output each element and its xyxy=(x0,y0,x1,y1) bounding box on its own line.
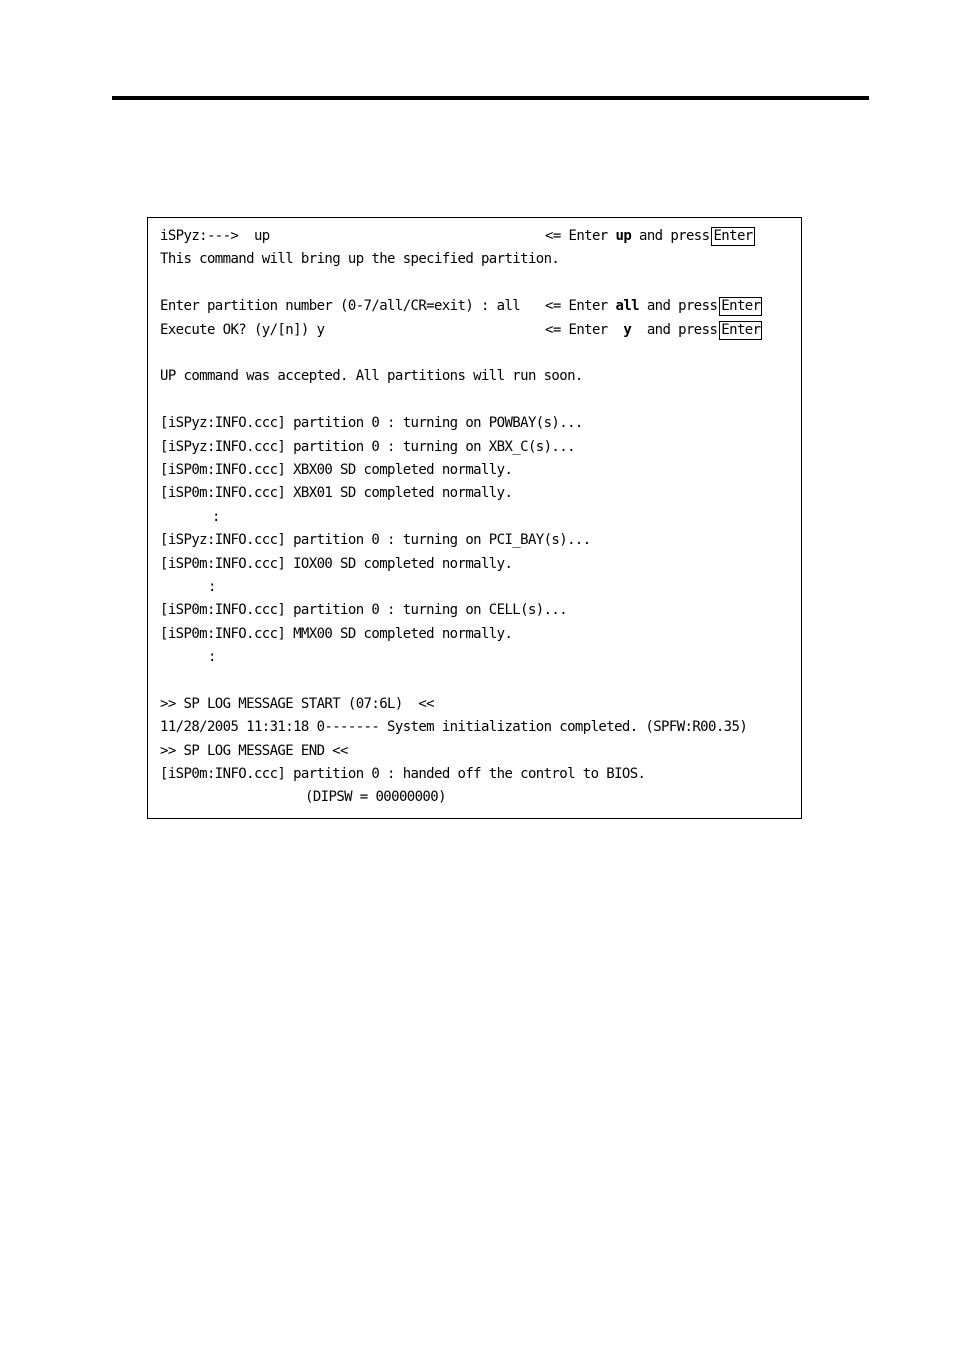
console-line: [iSP0m:INFO.ccc] partition 0 : turning on CELL(s)... xyxy=(160,602,568,618)
hint-keyword: up xyxy=(615,228,632,244)
console-line: [iSP0m:INFO.ccc] partition 0 : handed off the control to BIOS. xyxy=(160,766,646,782)
console-line: (DIPSW = 00000000) xyxy=(305,789,446,805)
ellipsis-marker: : xyxy=(212,509,220,525)
enter-key-icon: Enter xyxy=(721,298,761,314)
input-hint xyxy=(545,297,762,316)
console-line: [iSP0m:INFO.ccc] XBX01 SD completed normally. xyxy=(160,485,513,501)
enter-key-icon: Enter xyxy=(721,322,761,338)
console-output-box xyxy=(147,217,802,819)
header-rule xyxy=(112,96,869,100)
console-line: >> SP LOG MESSAGE END << xyxy=(160,743,348,759)
console-line: >> SP LOG MESSAGE START (07:6L) << xyxy=(160,696,435,712)
hint-suffix: and press xyxy=(646,322,718,338)
console-line: [iSP0m:INFO.ccc] IOX00 SD completed normally. xyxy=(160,556,513,572)
hint-keyword: all xyxy=(615,298,639,314)
hint-suffix: and press xyxy=(646,298,718,314)
console-line-prompt: iSPyz:---> up xyxy=(160,228,270,244)
console-line: Enter partition number (0-7/all/CR=exit) : all xyxy=(160,298,521,314)
console-line: 11/28/2005 11:31:18 0------- System initialization completed. (SPFW:R00.35) xyxy=(160,719,748,735)
hint-suffix: and press xyxy=(639,228,710,244)
console-line: [iSPyz:INFO.ccc] partition 0 : turning on XBX_C(s)... xyxy=(160,439,575,455)
ellipsis-marker: : xyxy=(208,579,216,595)
console-line: [iSPyz:INFO.ccc] partition 0 : turning on PCI_BAY(s)... xyxy=(160,532,591,548)
hint-prefix: <= Enter xyxy=(545,322,608,338)
console-line: Execute OK? (y/[n]) y xyxy=(160,322,325,338)
hint-prefix: <= Enter xyxy=(545,228,608,244)
console-line: This command will bring up the specified partition. xyxy=(160,251,560,267)
console-line: [iSP0m:INFO.ccc] XBX00 SD completed normally. xyxy=(160,462,513,478)
console-line: [iSP0m:INFO.ccc] MMX00 SD completed normally. xyxy=(160,626,513,642)
hint-keyword: y xyxy=(623,322,632,338)
enter-key-icon: Enter xyxy=(713,228,753,244)
hint-prefix: <= Enter xyxy=(545,298,608,314)
input-hint xyxy=(545,227,755,246)
console-line: UP command was accepted. All partitions will run soon. xyxy=(160,368,583,384)
input-hint xyxy=(545,321,762,340)
ellipsis-marker: : xyxy=(208,649,216,665)
console-line: [iSPyz:INFO.ccc] partition 0 : turning on POWBAY(s)... xyxy=(160,415,583,431)
